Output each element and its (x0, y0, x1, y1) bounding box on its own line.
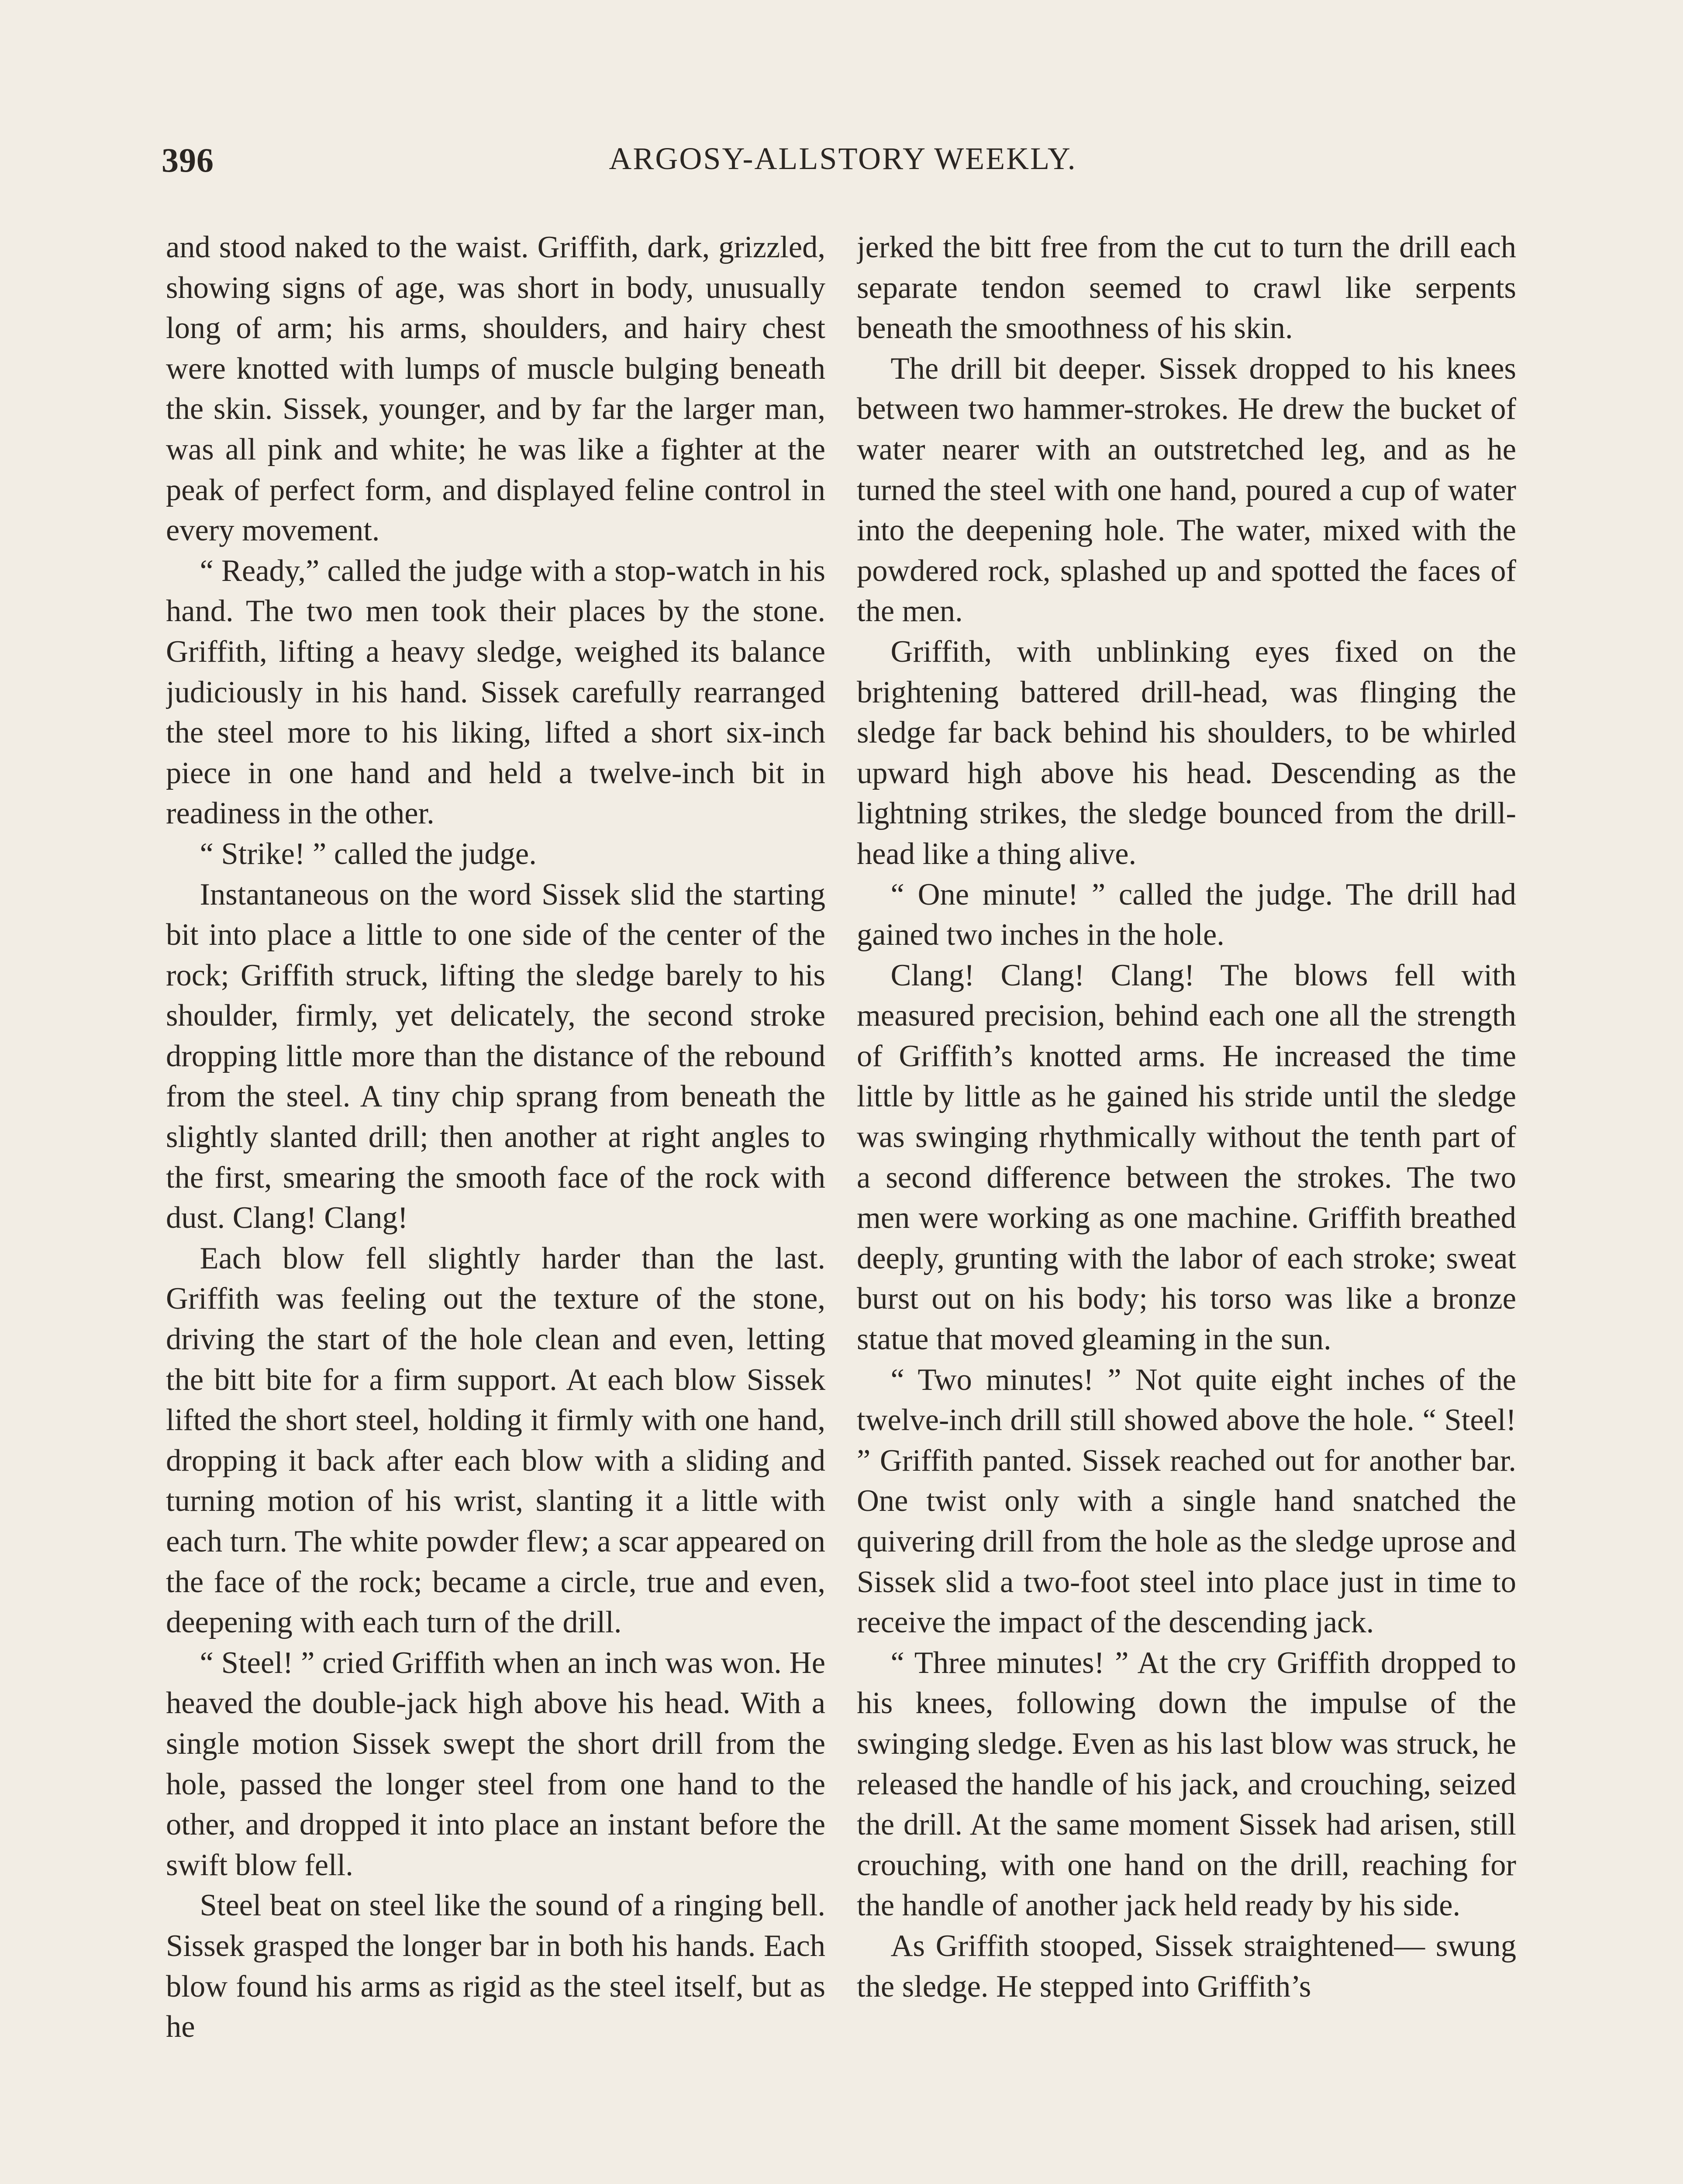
paragraph: Steel beat on steel like the sound of a ringing bell. Sissek grasped the longer bar in both his hands. Each blow found his arms as rigid as the steel itself, but as he (166, 1888, 825, 2044)
paragraph: “ Ready,” called the judge with a stop-watch in his hand. The two men took their places by the stone. Griffith, lifting a heavy sledge, weighed its balance judiciously in his hand. Sissek carefully rearranged the steel more to his liking, lifted a short six-inch piece in one hand and held a twelve-inch bit in readiness in the other. (166, 553, 825, 831)
paragraph: and stood naked to the waist. Griffith, dark, grizzled, showing signs of age, was short in body, unusually long of arm; his arms, shoulders, and hairy chest were knotted with lumps of muscle bulging beneath the skin. Sissek, younger, and by far the larger man, was all pink and white; he was like a fighter at the peak of perfect form, and displayed feline control in every movement. (166, 230, 825, 548)
running-title: ARGOSY-ALLSTORY WEEKLY. (609, 141, 1077, 176)
paragraph: “ Three minutes! ” At the cry Griffith dropped to his knees, following down the impulse of the swinging sledge. Even as his last blow was struck, he released the handle of his jack, and crouching, seized the drill. At the same moment Sissek had arisen, still crouching, with one hand on the drill, reaching for the handle of another jack held ready by his side. (857, 1645, 1516, 1923)
paragraph: Instantaneous on the word Sissek slid the starting bit into place a little to one side of the center of the rock; Griffith struck, lifting the sledge barely to his shoulder, firmly, yet delicately, the second stroke dropping little more than the distance of the rebound from the steel. A tiny chip sprang from beneath the slightly slanted drill; then another at right angles to the first, smearing the smooth face of the rock with dust. Clang! Clang! (166, 877, 825, 1235)
paragraph: Each blow fell slightly harder than the last. Griffith was feeling out the texture of the stone, driving the start of the hole clean and even, letting the bitt bite for a firm support. At each blow Sissek lifted the short steel, holding it firmly with one hand, dropping it back after each blow with a sliding and turning motion of his wrist, slanting it a little with each turn. The white powder flew; a scar appeared on the face of the rock; became a circle, true and even, deepening with each turn of the drill. (166, 1241, 825, 1640)
text-column-left (166, 227, 825, 2184)
paragraph: Clang! Clang! Clang! The blows fell with measured precision, behind each one all the strength of Griffith’s knotted arms. He increased the time little by little as he gained his stride until the sledge was swinging rhythmically without the tenth part of a second difference between the strokes. The two men were working as one machine. Griffith breathed deeply, grunting with the labor of each stroke; sweat burst out on his body; his torso was like a bronze statue that moved gleaming in the sun. (857, 958, 1516, 1357)
paragraph: Griffith, with unblinking eyes fixed on the brightening battered drill-head, was flinging the sledge far back behind his shoulders, to be whirled upward high above his head. Descending as the lightning strikes, the sledge bounced from the drill-head like a thing alive. (857, 634, 1516, 871)
paragraph: “ One minute! ” called the judge. The drill had gained two inches in the hole. (857, 877, 1516, 952)
page-number: 396 (162, 141, 214, 179)
text-column-right (857, 227, 1516, 2184)
page-header (162, 141, 1524, 193)
paragraph: “ Steel! ” cried Griffith when an inch was won. He heaved the double-jack high above his head. With a single motion Sissek swept the short drill from the hole, passed the longer steel from one hand to the other, and dropped it into place an instant before the swift blow fell. (166, 1645, 825, 1882)
paragraph: As Griffith stooped, Sissek straightened— swung the sledge. He stepped into Griffith’s (857, 1928, 1516, 2004)
paragraph: jerked the bitt free from the cut to turn the drill each separate tendon seemed to crawl like serpents beneath the smoothness of his skin. (857, 230, 1516, 346)
paragraph: “ Strike! ” called the judge. (200, 836, 537, 871)
paragraph: “ Two minutes! ” Not quite eight inches of the twelve-inch drill still showed above the hole. “ Steel! ” Griffith panted. Sissek reached out for another bar. One twist only with a single hand snatched the quivering drill from the hole as the sledge uprose and Sissek slid a two-foot steel into place just in time to receive the impact of the descending jack. (857, 1362, 1516, 1640)
paragraph: The drill bit deeper. Sissek dropped to his knees between two hammer-strokes. He drew the bucket of water nearer with an outstretched leg, and as he turned the steel with one hand, poured a cup of water into the deepening hole. The water, mixed with the powdered rock, splashed up and spotted the faces of the men. (857, 351, 1516, 629)
